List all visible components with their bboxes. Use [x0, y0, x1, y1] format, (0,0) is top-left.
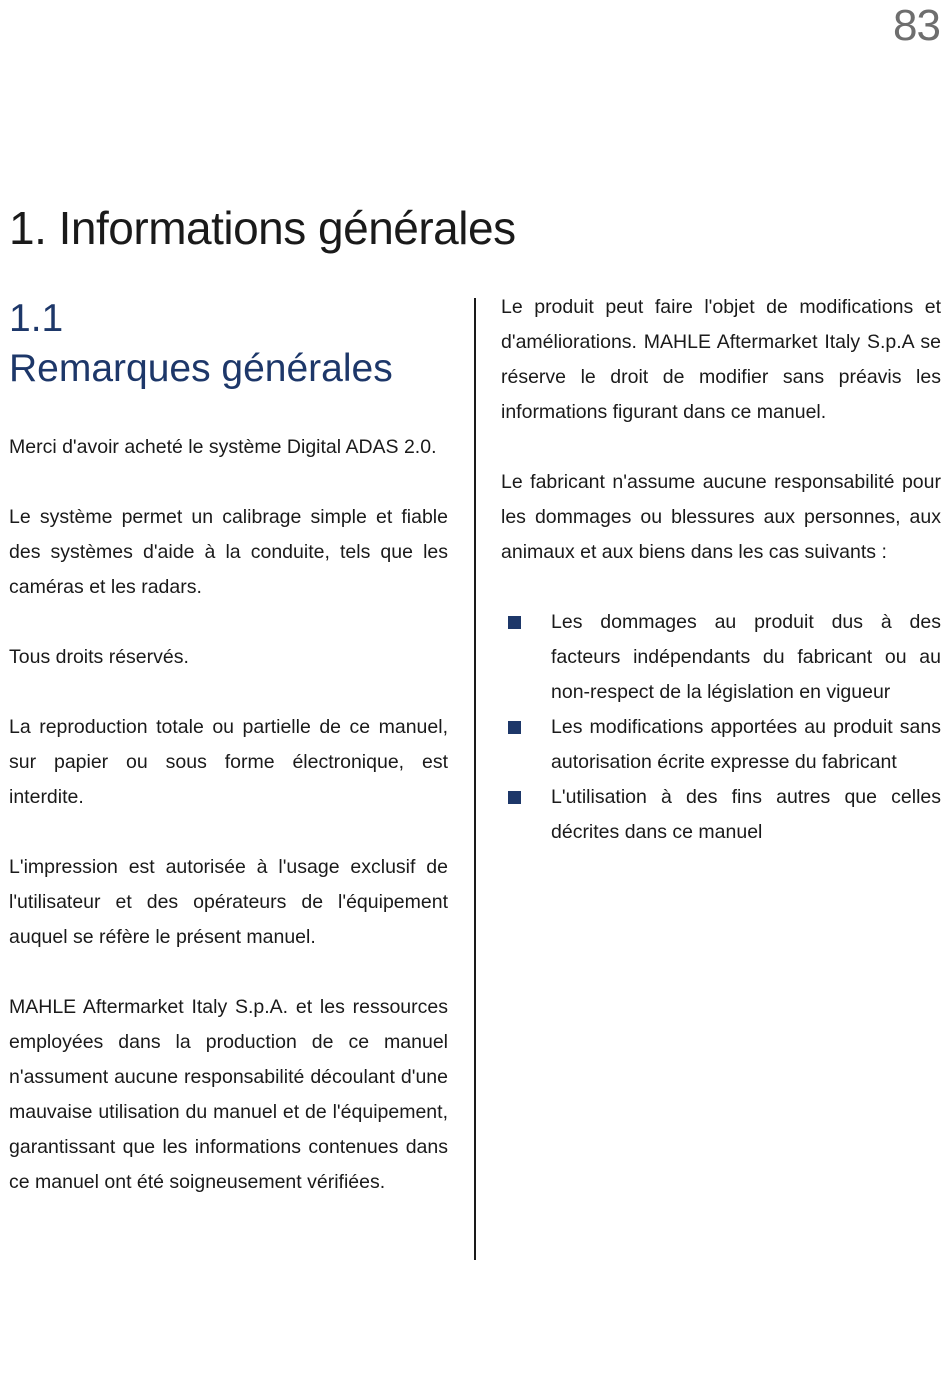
- paragraph-thanks: Merci d'avoir acheté le système Digital ADAS 2.0.: [9, 436, 437, 458]
- paragraph-rights-reserved: Tous droits réservés.: [9, 646, 189, 668]
- section-number: 1.1: [9, 297, 64, 340]
- left-column: [9, 430, 448, 1200]
- list-item-text: Les dommages au produit dus à des facteurs indépendants du fabricant ou au non-respect de la législation en vigueur: [551, 611, 941, 703]
- paragraph-reproduction: La reproduction totale ou partielle de ce manuel, sur papier ou sous forme électronique, est interdite.: [9, 716, 448, 808]
- list-item: [501, 780, 941, 850]
- liability-cases-list: [501, 605, 941, 850]
- page-number: 83: [893, 1, 940, 50]
- chapter-title: 1. Informations générales: [9, 202, 516, 254]
- paragraph-system-description: Le système permet un calibrage simple et fiable des systèmes d'aide à la conduite, tels que les caméras et les radars.: [9, 506, 448, 598]
- paragraph-modifications: Le produit peut faire l'objet de modifications et d'améliorations. MAHLE Aftermarket Italy S.p.A se réserve le droit de modifier sans préavis les informations figurant dans ce manuel.: [501, 296, 941, 423]
- column-divider: [474, 298, 476, 1260]
- paragraph-liability: MAHLE Aftermarket Italy S.p.A. et les ressources employées dans la production de ce manuel n'assument aucune responsabilité découlant d'une mauvaise utilisation du manuel et de l'équipement, garantissant que les informations contenues dans ce manuel ont été soigneusement vérifiées.: [9, 996, 448, 1193]
- square-bullet-icon: [508, 721, 521, 734]
- paragraph-printing: L'impression est autorisée à l'usage exclusif de l'utilisateur et des opérateurs de l'équipement auquel se réfère le présent manuel.: [9, 856, 448, 948]
- list-item: [501, 710, 941, 780]
- right-column: [501, 290, 941, 850]
- section-title: Remarques générales: [9, 347, 393, 390]
- square-bullet-icon: [508, 791, 521, 804]
- list-item: [501, 605, 941, 710]
- square-bullet-icon: [508, 616, 521, 629]
- paragraph-manufacturer-liability: Le fabricant n'assume aucune responsabilité pour les dommages ou blessures aux personnes, aux animaux et aux biens dans les cas suivants :: [501, 471, 941, 563]
- list-item-text: Les modifications apportées au produit sans autorisation écrite expresse du fabricant: [551, 716, 941, 773]
- list-item-text: L'utilisation à des fins autres que celles décrites dans ce manuel: [551, 786, 941, 843]
